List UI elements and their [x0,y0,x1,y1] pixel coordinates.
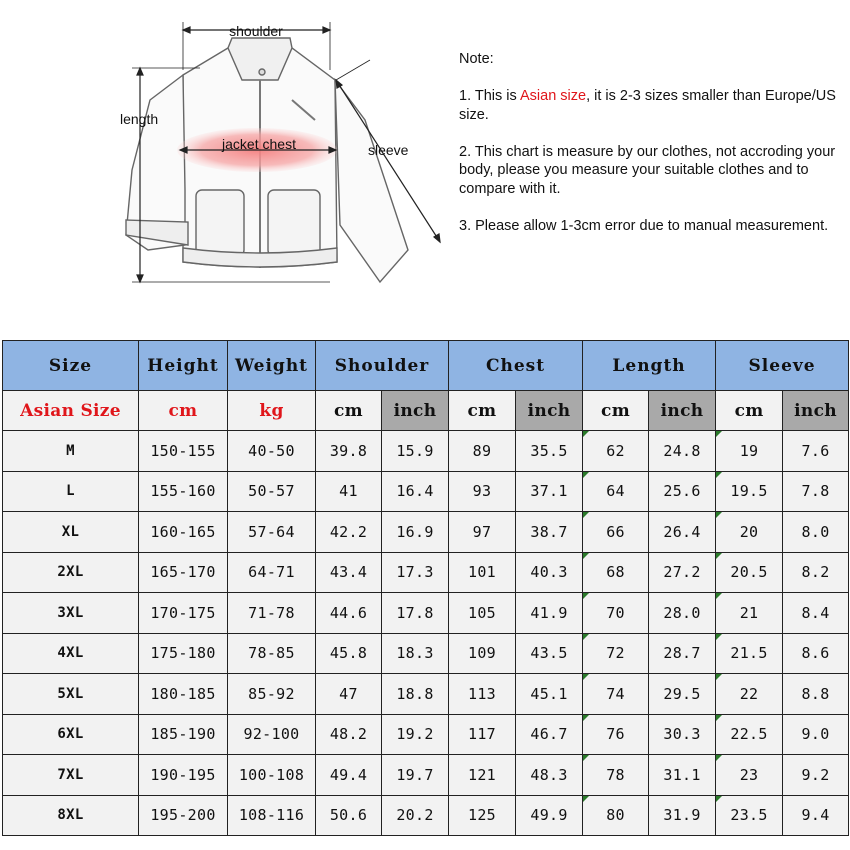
cell-sleeve-cm: 20 [716,512,783,553]
unit-length-cm: cm [583,391,649,431]
shoulder-label: shoulder [229,23,283,39]
cell-length-inch: 30.3 [649,714,716,755]
cell-weight: 57-64 [228,512,316,553]
cell-weight: 92-100 [228,714,316,755]
table-row [3,512,849,553]
sleeve-label: sleeve [368,142,409,158]
cell-size: 4XL [3,633,139,674]
cell-chest-cm: 113 [449,674,516,715]
table-row [3,795,849,836]
cell-size: 2XL [3,552,139,593]
unit-length-inch: inch [649,391,716,431]
table-row [3,431,849,472]
cell-sleeve-inch: 7.8 [783,471,849,512]
chest-label: jacket chest [222,136,296,152]
header-weight: Weight [228,341,316,391]
header-shoulder: Shoulder [316,341,449,391]
cell-sleeve-cm: 23.5 [716,795,783,836]
cell-shoulder-cm: 43.4 [316,552,382,593]
cell-chest-inch: 40.3 [516,552,583,593]
cell-weight: 85-92 [228,674,316,715]
cell-height: 185-190 [139,714,228,755]
cell-chest-inch: 37.1 [516,471,583,512]
cell-shoulder-inch: 15.9 [382,431,449,472]
cell-weight: 100-108 [228,755,316,796]
note-2: 2. This chart is measure by our clothes, not accroding your body, please you measure your suitable clothes and to compare with it. [459,143,836,197]
cell-chest-cm: 105 [449,593,516,634]
cell-length-cm: 64 [583,471,649,512]
header-size: Size [3,341,139,391]
cell-chest-inch: 38.7 [516,512,583,553]
cell-size: 8XL [3,795,139,836]
cell-height: 170-175 [139,593,228,634]
cell-weight: 64-71 [228,552,316,593]
cell-chest-inch: 45.1 [516,674,583,715]
cell-length-cm: 66 [583,512,649,553]
cell-shoulder-cm: 41 [316,471,382,512]
note-3: 3. Please allow 1-3cm error due to manual measurement. [459,217,829,234]
cell-chest-inch: 43.5 [516,633,583,674]
cell-shoulder-cm: 48.2 [316,714,382,755]
cell-size: M [3,431,139,472]
cell-sleeve-cm: 19.5 [716,471,783,512]
unit-sleeve-inch: inch [783,391,849,431]
cell-sleeve-cm: 21.5 [716,633,783,674]
cell-sleeve-cm: 23 [716,755,783,796]
unit-shoulder-inch: inch [382,391,449,431]
cell-chest-cm: 117 [449,714,516,755]
unit-chest-inch: inch [516,391,583,431]
cell-length-cm: 80 [583,795,649,836]
cell-length-inch: 25.6 [649,471,716,512]
unit-chest-cm: cm [449,391,516,431]
cell-sleeve-inch: 8.4 [783,593,849,634]
cell-shoulder-inch: 17.3 [382,552,449,593]
cell-height: 195-200 [139,795,228,836]
cell-length-inch: 28.7 [649,633,716,674]
jacket-measurement-diagram [0,0,450,300]
unit-sleeve-cm: cm [716,391,783,431]
unit-height-cm: cm [139,391,228,431]
cell-weight: 50-57 [228,471,316,512]
cell-length-cm: 74 [583,674,649,715]
cell-shoulder-cm: 44.6 [316,593,382,634]
cell-chest-cm: 101 [449,552,516,593]
cell-shoulder-cm: 49.4 [316,755,382,796]
table-header-row [3,341,849,391]
cell-length-inch: 29.5 [649,674,716,715]
unit-shoulder-cm: cm [316,391,382,431]
cell-sleeve-inch: 9.2 [783,755,849,796]
note-1-text-end: , it is 2-3 sizes smaller than Europe/US size. [459,88,836,123]
cell-length-cm: 70 [583,593,649,634]
cell-shoulder-inch: 16.9 [382,512,449,553]
cell-shoulder-inch: 18.3 [382,633,449,674]
cell-height: 190-195 [139,755,228,796]
cell-sleeve-inch: 7.6 [783,431,849,472]
notes-panel [459,50,839,254]
table-units-row [3,391,849,431]
cell-weight: 108-116 [228,795,316,836]
length-label: length [120,111,159,127]
cell-length-inch: 27.2 [649,552,716,593]
size-chart-table [2,340,849,836]
cell-sleeve-inch: 8.0 [783,512,849,553]
note-1 [459,87,839,124]
cell-weight: 40-50 [228,431,316,472]
cell-chest-inch: 48.3 [516,755,583,796]
cell-shoulder-cm: 42.2 [316,512,382,553]
cell-size: 6XL [3,714,139,755]
cell-sleeve-cm: 22.5 [716,714,783,755]
header-sleeve: Sleeve [716,341,849,391]
cell-sleeve-cm: 20.5 [716,552,783,593]
cell-shoulder-inch: 16.4 [382,471,449,512]
cell-sleeve-inch: 9.0 [783,714,849,755]
cell-shoulder-cm: 39.8 [316,431,382,472]
cell-length-inch: 28.0 [649,593,716,634]
cell-sleeve-cm: 21 [716,593,783,634]
cell-sleeve-inch: 8.8 [783,674,849,715]
cell-sleeve-inch: 8.2 [783,552,849,593]
cell-chest-cm: 93 [449,471,516,512]
cell-height: 165-170 [139,552,228,593]
cell-weight: 71-78 [228,593,316,634]
cell-size: 3XL [3,593,139,634]
cell-length-cm: 76 [583,714,649,755]
cell-length-inch: 24.8 [649,431,716,472]
table-row [3,755,849,796]
cell-height: 160-165 [139,512,228,553]
cell-size: 7XL [3,755,139,796]
cell-shoulder-inch: 19.7 [382,755,449,796]
cell-height: 175-180 [139,633,228,674]
cell-length-cm: 72 [583,633,649,674]
cell-chest-cm: 109 [449,633,516,674]
header-chest: Chest [449,341,583,391]
table-row [3,633,849,674]
cell-chest-inch: 41.9 [516,593,583,634]
cell-sleeve-cm: 19 [716,431,783,472]
cell-size: XL [3,512,139,553]
header-length: Length [583,341,716,391]
cell-sleeve-cm: 22 [716,674,783,715]
cell-height: 150-155 [139,431,228,472]
cell-chest-cm: 97 [449,512,516,553]
cell-chest-cm: 121 [449,755,516,796]
note-1-text: 1. This is [459,88,520,104]
cell-chest-inch: 35.5 [516,431,583,472]
cell-shoulder-inch: 19.2 [382,714,449,755]
cell-size: 5XL [3,674,139,715]
cell-length-inch: 31.1 [649,755,716,796]
cell-length-inch: 31.9 [649,795,716,836]
cell-size: L [3,471,139,512]
cell-length-cm: 78 [583,755,649,796]
cell-chest-cm: 89 [449,431,516,472]
cell-sleeve-inch: 9.4 [783,795,849,836]
header-height: Height [139,341,228,391]
cell-length-cm: 62 [583,431,649,472]
notes-heading: Note: [459,51,494,67]
cell-shoulder-cm: 47 [316,674,382,715]
cell-chest-cm: 125 [449,795,516,836]
cell-height: 155-160 [139,471,228,512]
cell-chest-inch: 46.7 [516,714,583,755]
cell-shoulder-inch: 17.8 [382,593,449,634]
cell-sleeve-inch: 8.6 [783,633,849,674]
table-row [3,674,849,715]
cell-shoulder-inch: 18.8 [382,674,449,715]
cell-chest-inch: 49.9 [516,795,583,836]
asian-size-highlight: Asian size [519,88,587,104]
table-row [3,593,849,634]
unit-asian-size: Asian Size [3,391,139,431]
cell-length-inch: 26.4 [649,512,716,553]
cell-weight: 78-85 [228,633,316,674]
cell-shoulder-cm: 50.6 [316,795,382,836]
cell-length-cm: 68 [583,552,649,593]
cell-shoulder-inch: 20.2 [382,795,449,836]
table-row [3,552,849,593]
table-row [3,471,849,512]
cell-height: 180-185 [139,674,228,715]
cell-shoulder-cm: 45.8 [316,633,382,674]
unit-weight-kg: kg [228,391,316,431]
table-row [3,714,849,755]
